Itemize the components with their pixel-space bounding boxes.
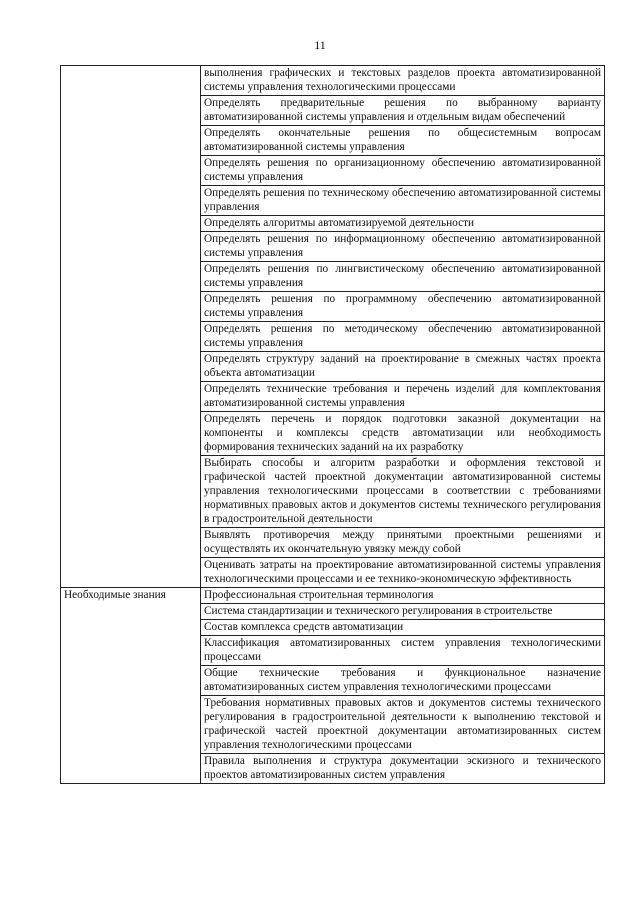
table-cell: Определять технические требования и перечень изделий для комплектования автоматизированной системы управления — [201, 382, 605, 412]
table-cell: Определять перечень и порядок подготовки заказной документации на компоненты и комплексы средств автоматизации или необходимость формирования технических заданий на их разработку — [201, 412, 605, 456]
table-cell: Определять окончательные решения по общесистемным вопросам автоматизированной системы управления — [201, 126, 605, 156]
table-cell: Общие технические требования и функциональное назначение автоматизированных систем управления технологическими процессами — [201, 666, 605, 696]
table-cell: Правила выполнения и структура документации эскизного и технического проектов автоматизированных систем управления — [201, 754, 605, 784]
table-row — [61, 66, 605, 96]
table-cell: Определять решения по информационному обеспечению автоматизированной системы управления — [201, 232, 605, 262]
table-cell: Профессиональная строительная терминология — [201, 588, 605, 604]
table-cell: Определять решения по методическому обеспечению автоматизированной системы управления — [201, 322, 605, 352]
knowledge-label-cell — [61, 588, 201, 784]
table-cell: выполнения графических и текстовых разделов проекта автоматизированной системы управления технологическими процессами — [201, 66, 605, 96]
qualification-table — [60, 65, 605, 784]
table-cell: Оценивать затраты на проектирование автоматизированной системы управления технологическими процессами и ее технико-экономическую эффективность — [201, 558, 605, 588]
table-cell: Выявлять противоречия между принятыми проектными решениями и осуществлять их окончательную увязку между собой — [201, 528, 605, 558]
table-cell: Классификация автоматизированных систем управления технологическими процессами — [201, 636, 605, 666]
skills-label-cell — [61, 66, 201, 588]
page-number: 11 — [314, 38, 326, 52]
table-cell: Определять предварительные решения по выбранному варианту автоматизированной системы управления и отдельным видам обеспечений — [201, 96, 605, 126]
table-cell: Определять структуру заданий на проектирование в смежных частях проекта объекта автоматизации — [201, 352, 605, 382]
table-cell: Определять решения по организационному обеспечению автоматизированной системы управления — [201, 156, 605, 186]
table-cell: Состав комплекса средств автоматизации — [201, 620, 605, 636]
table-cell: Определять решения по лингвистическому обеспечению автоматизированной системы управления — [201, 262, 605, 292]
knowledge-label: Необходимые знания — [64, 589, 166, 601]
table-cell: Определять алгоритмы автоматизируемой деятельности — [201, 216, 605, 232]
table-cell: Определять решения по программному обеспечению автоматизированной системы управления — [201, 292, 605, 322]
table-cell: Система стандартизации и технического регулирования в строительстве — [201, 604, 605, 620]
table-cell: Требования нормативных правовых актов и документов системы технического регулирования в градостроительной деятельности к выполнению текстовой и графической частей проектной документации автоматизированных систем управления технологическими процессами — [201, 696, 605, 754]
table-cell: Выбирать способы и алгоритм разработки и оформления текстовой и графической частей проектной документации автоматизированной системы управления технологическими процессами в соответствии с требованиями нормативных правовых актов и документов системы технического регулирования в градостроительной деятельности — [201, 456, 605, 528]
table-cell: Определять решения по техническому обеспечению автоматизированной системы управления — [201, 186, 605, 216]
table-row — [61, 588, 605, 604]
